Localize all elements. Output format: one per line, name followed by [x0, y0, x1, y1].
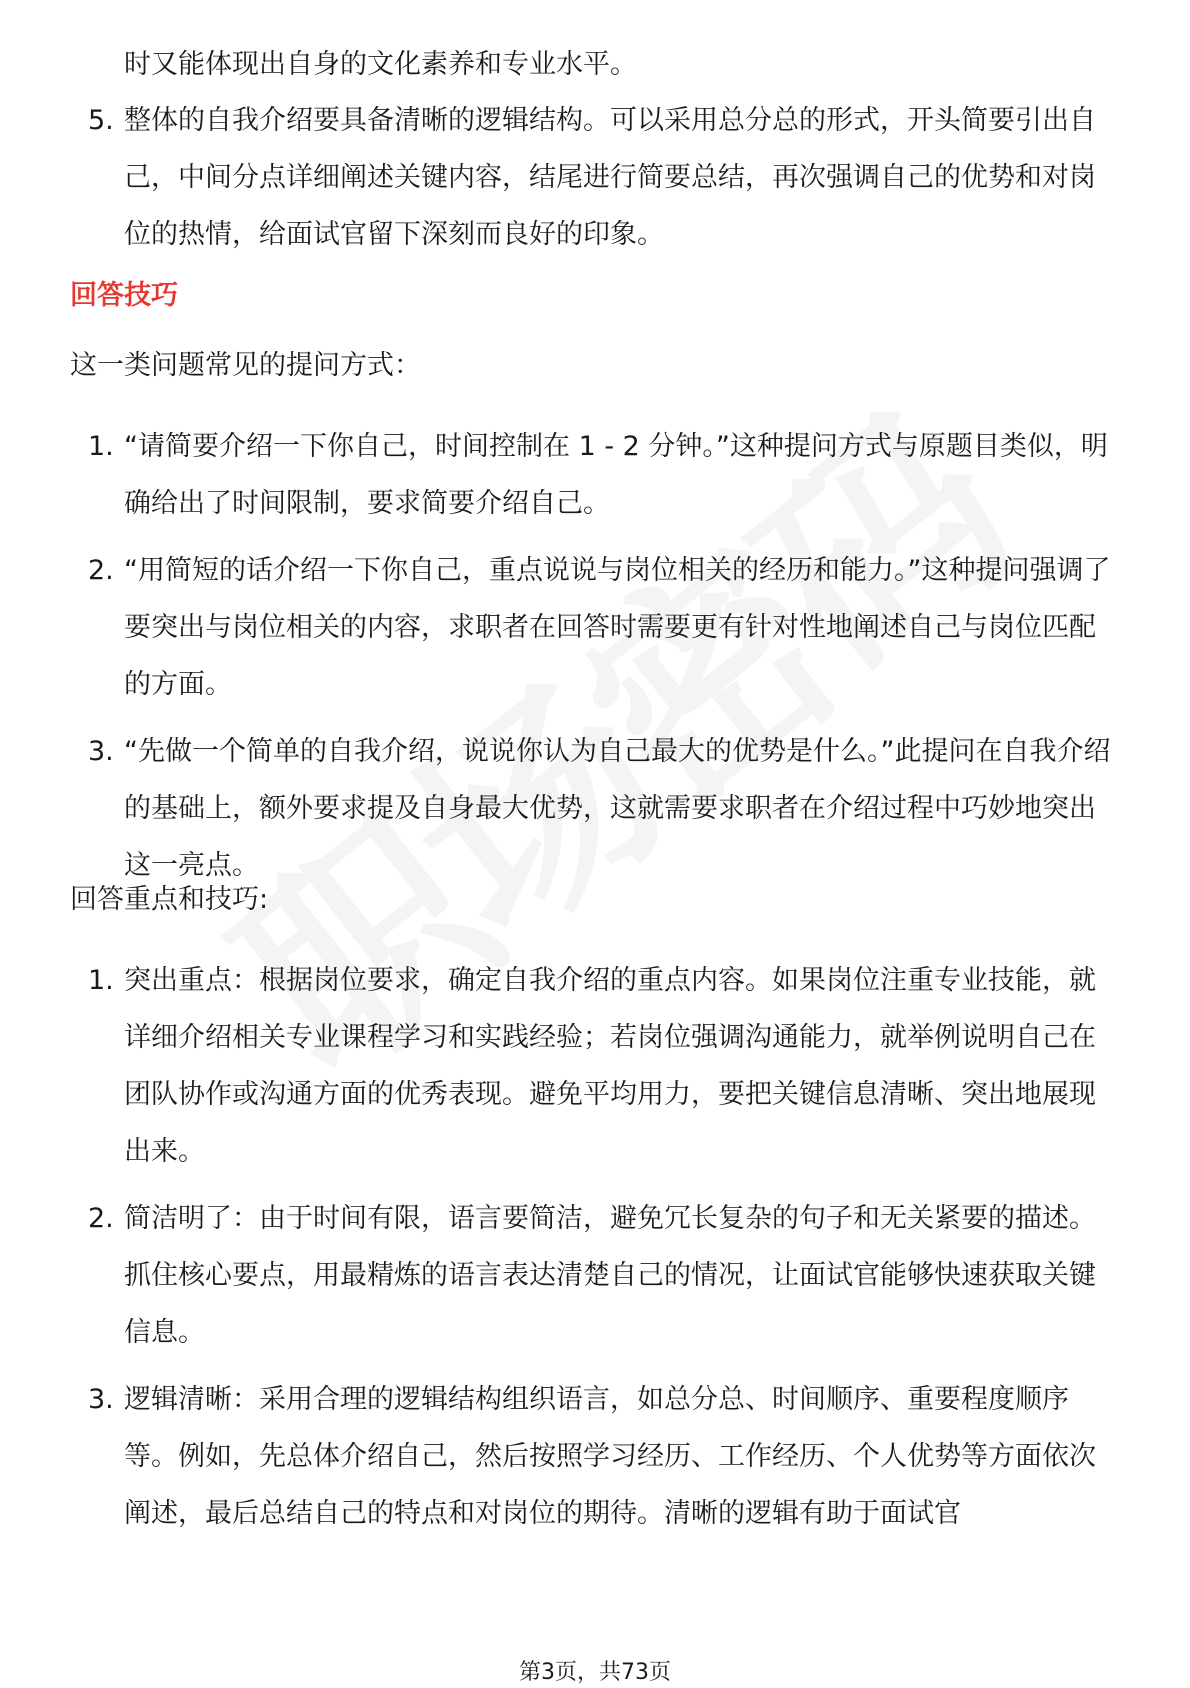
- list-item-text: 简洁明了：由于时间有限，语言要简洁，避免冗长复杂的句子和无关紧要的描述。抓住核心要点，用最精炼的语言表达清楚自己的情况，让面试官能够快速获取关键信息。: [124, 1203, 1096, 1348]
- top-list: [0, 92, 1190, 263]
- section-heading: 回答技巧: [70, 280, 178, 311]
- list-item-text: “用简短的话介绍一下你自己，重点说说与岗位相关的经历和能力。”这种提问强调了要突出与岗位相关的内容，求职者在回答时需要更有针对性地阐述自己与岗位匹配的方面。: [124, 555, 1111, 700]
- list-item-number: 3.: [88, 1384, 114, 1415]
- list-item: [0, 92, 1114, 263]
- questions-intro: 这一类问题常见的提问方式：: [70, 350, 421, 381]
- list-item: [0, 723, 1114, 894]
- list-item-text: 突出重点：根据岗位要求，确定自我介绍的重点内容。如果岗位注重专业技能，就详细介绍相关专业课程学习和实践经验；若岗位强调沟通能力，就举例说明自己在团队协作或沟通方面的优秀表现。避免平均用力，要把关键信息清晰、突出地展现出来。: [124, 965, 1096, 1167]
- list-item: [0, 952, 1114, 1180]
- list-item: [0, 418, 1114, 532]
- list-item-text: 逻辑清晰：采用合理的逻辑结构组织语言，如总分总、时间顺序、重要程度顺序等。例如，先总体介绍自己，然后按照学习经历、工作经历、个人优势等方面依次阐述，最后总结自己的特点和对岗位的期待。清晰的逻辑有助于面试官: [124, 1384, 1096, 1529]
- list-item-number: 2.: [88, 555, 114, 586]
- tips-list: [0, 952, 1190, 1542]
- list-item-text: 整体的自我介绍要具备清晰的逻辑结构。可以采用总分总的形式，开头简要引出自己，中间分点详细阐述关键内容，结尾进行简要总结，再次强调自己的优势和对岗位的热情，给面试官留下深刻而良好的印象。: [124, 105, 1096, 250]
- list-item: [0, 542, 1114, 713]
- page-number: 第3页，共73页: [519, 1660, 671, 1685]
- list-item-number: 1.: [88, 965, 114, 996]
- list-item-number: 3.: [88, 736, 114, 767]
- list-item-number: 2.: [88, 1203, 114, 1234]
- list-item-text: “先做一个简单的自我介绍，说说你认为自己最大的优势是什么。”此提问在自我介绍的基础上，额外要求提及自身最大优势，这就需要求职者在介绍过程中巧妙地突出这一亮点。: [124, 736, 1111, 881]
- tips-intro: 回答重点和技巧:: [70, 884, 269, 915]
- list-item-number: 5.: [88, 105, 114, 136]
- questions-list: [0, 418, 1190, 894]
- list-item-text: “请简要介绍一下你自己，时间控制在 1 - 2 分钟。”这种提问方式与原题目类似，明确给出了时间限制，要求简要介绍自己。: [124, 431, 1108, 519]
- list-item: [0, 1371, 1114, 1542]
- list-item-number: 1.: [88, 431, 114, 462]
- continuation-text: 时又能体现出自身的文化素养和专业水平。: [124, 49, 637, 80]
- list-item: [0, 1190, 1114, 1361]
